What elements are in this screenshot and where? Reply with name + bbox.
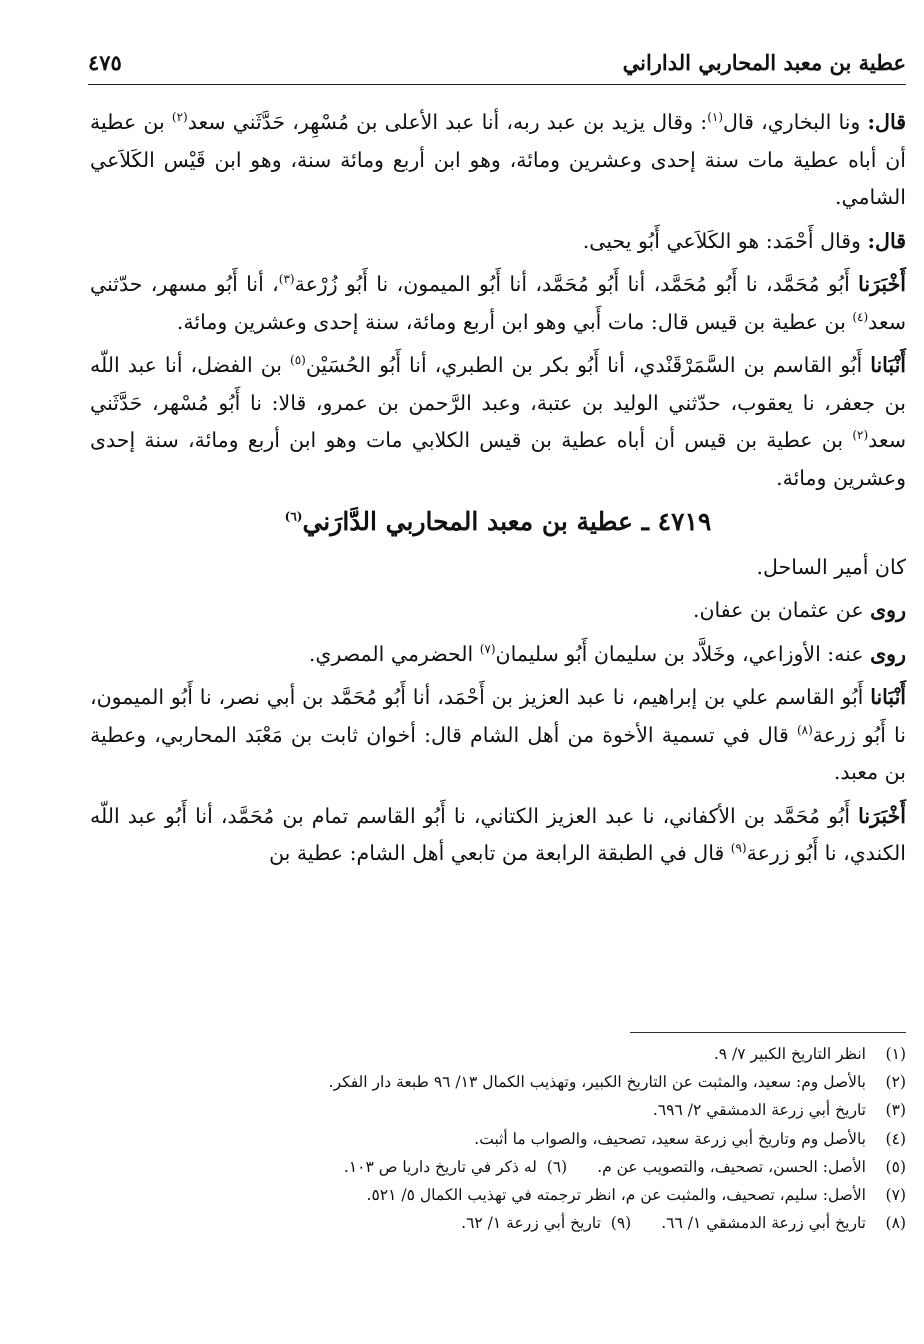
footnote-ref: (١) [707,110,724,125]
text-run: بن الفضل، أنا عبد اللّه بن جعفر، نا يعقوب، حدّثني الوليد بن عتبة، وعبد الرَّحمن بن عمرو، قالا: نا أَبُو مُسْهر، حَدَّثَني سعد [90,353,906,452]
footnote-marker: (٢) [885,1073,906,1092]
text-run: بن عطية بن قيس أن أباه عطية بن قيس الكلابي مات وهو ابن أربع ومائة، سنة إحدى وعشرين ومائة. [90,428,906,490]
paragraph [90,266,906,341]
keyword: روى [870,598,906,622]
keyword: أَخْبَرَنا [858,272,906,296]
text-run: بن عطية أن أباه عطية مات سنة إحدى وعشرين ومائة، وهو ابن أربع ومائة سنة، وهو ابن قَيْس الكَلاَعي الشامي. [90,110,906,209]
text-run: أَبُو القاسم علي بن إبراهيم، نا عبد العزيز بن أَحْمَد، أنا أَبُو مُحَمَّد بن أبي نصر، نا أَبُو الميمون، نا أَبُو زرعة [90,685,906,747]
footnote-text: تاريخ أبي زرعة الدمشقي ١/ ٦٦. [661,1214,866,1233]
footnote-text: الأصل: الحسن، تصحيف، والتصويب عن م. [597,1157,866,1176]
footnote-text: بالأصل وم: سعيد، والمثبت عن التاريخ الكبير، وتهذيب الكمال ١٣/ ٩٦ طبعة دار الفكر. [328,1073,866,1092]
paragraph [90,223,906,261]
paragraph [90,798,906,873]
running-title: عطية بن معبد المحاربي الداراني [622,50,906,75]
keyword: أَنْبَانا [870,685,906,709]
text-run: عنه: الأوزاعي، وخَلاَّد بن سليمان أَبُو سليمان [495,641,871,666]
footnote-text: تاريخ أبي زرعة ١/ ٦٢. [461,1214,601,1233]
footnote-text: انظر التاريخ الكبير ٧/ ٩. [713,1045,866,1063]
keyword: أَخْبَرَنا [858,803,906,828]
footnote-marker: (٥) [885,1157,906,1176]
entry-number: ٤٧١٩ [657,507,712,536]
entry-heading [90,503,906,541]
paragraph [90,636,906,674]
text-run: قال في تسمية الأخوة من أهل الشام قال: أخوان ثابت بن مَعْبَد المحاربي، وعطية بن معبد. [90,722,906,784]
footnote-ref: (٤) [852,309,869,324]
text-run: أَبُو القاسم بن السَّمَرْقَنْدي، أنا أَبُو بكر بن الطبري، أنا أَبُو الحُسَيْن [305,353,871,377]
footnote [90,1068,906,1096]
paragraph [90,347,906,497]
text-run: ونا البخاري، قال [723,110,868,134]
paragraph [90,549,906,587]
footnote-marker: (١) [885,1045,906,1063]
paragraph [90,592,906,630]
footnote-text: الأصل: سليم، تصحيف، والمثبت عن م، انظر ترجمته في تهذيب الكمال ٥/ ٥٢١. [366,1186,866,1205]
text-run: ، أنا أَبُو مسهر، حدّثني سعد [90,272,906,334]
footnote-marker: (٦) [546,1157,568,1176]
keyword: أَنْبَانا [870,353,906,377]
footnote-marker: (٨) [885,1214,906,1233]
text-run: بن عطية بن قيس قال: مات أَبي وهو ابن أربع ومائة، سنة إحدى وعشرين ومائة. [176,309,853,334]
footnote-marker: (٤) [885,1129,906,1148]
footnote-marker: (٧) [885,1186,906,1205]
footnote-ref: (٧) [479,641,496,656]
footnote [90,1040,906,1068]
text-run: : وقال يزيد بن عبد ربه، أنا عبد الأعلى بن مُسْهِر، حَدَّثَني سعد [187,110,708,134]
paragraph [90,104,906,217]
keyword: قال: [867,110,906,134]
page-header [88,48,906,85]
footnote-marker: (٩) [610,1214,632,1233]
footnote [90,1153,906,1181]
footnote-ref: (٨) [796,722,813,737]
main-text [90,104,906,879]
text-run: كان أمير الساحل. [756,554,906,579]
paragraph [90,679,906,792]
footnote-ref: (٦) [284,509,303,524]
footnotes [90,1040,906,1237]
text-run: الحضرمي المصري. [308,641,480,666]
entry-name: ـ عطية بن معبد المحاربي الدَّارَني [302,507,658,536]
footnote-marker: (٣) [885,1101,906,1120]
footnote [90,1125,906,1153]
keyword: قال: [867,228,906,253]
keyword: روى [870,641,906,666]
footnote-divider [630,1032,906,1033]
footnote-text: تاريخ أبي زرعة الدمشقي ٢/ ٦٩٦. [652,1101,866,1120]
footnote-ref: (٩) [730,841,747,856]
footnote-text: له ذكر في تاريخ داريا ص ١٠٣. [343,1157,537,1176]
footnote-ref: (٥) [290,353,306,368]
footnote-ref: (٢) [852,428,869,443]
footnote [90,1181,906,1209]
footnote-ref: (٣) [278,272,295,287]
footnote-text: بالأصل وم وتاريخ أبي زرعة سعيد، تصحيف، والصواب ما أثبت. [474,1129,866,1148]
text-run: وقال أَحْمَد: هو الكَلاَعي أَبُو يحيى. [582,228,868,253]
page-number: ٤٧٥ [88,50,122,75]
footnote-ref: (٢) [171,110,188,125]
text-run: أَبُو مُحَمَّد بن الأكفاني، نا عبد العزيز الكتاني، نا أَبُو القاسم تمام بن مُحَمَّد، أنا أَبُو عبد اللّه الكندي، نا أَبُو زرعة [90,803,906,865]
footnote [90,1209,906,1237]
text-run: عن عثمان بن عفان. [692,598,871,622]
footnote [90,1096,906,1124]
text-run: قال في الطبقة الرابعة من تابعي أهل الشام: عطية بن [269,841,731,865]
text-run: أَبُو مُحَمَّد، نا أَبُو مُحَمَّد، أنا أَبُو مُحَمَّد، أنا أَبُو الميمون، نا أَبُو زُرْعة [294,272,859,296]
